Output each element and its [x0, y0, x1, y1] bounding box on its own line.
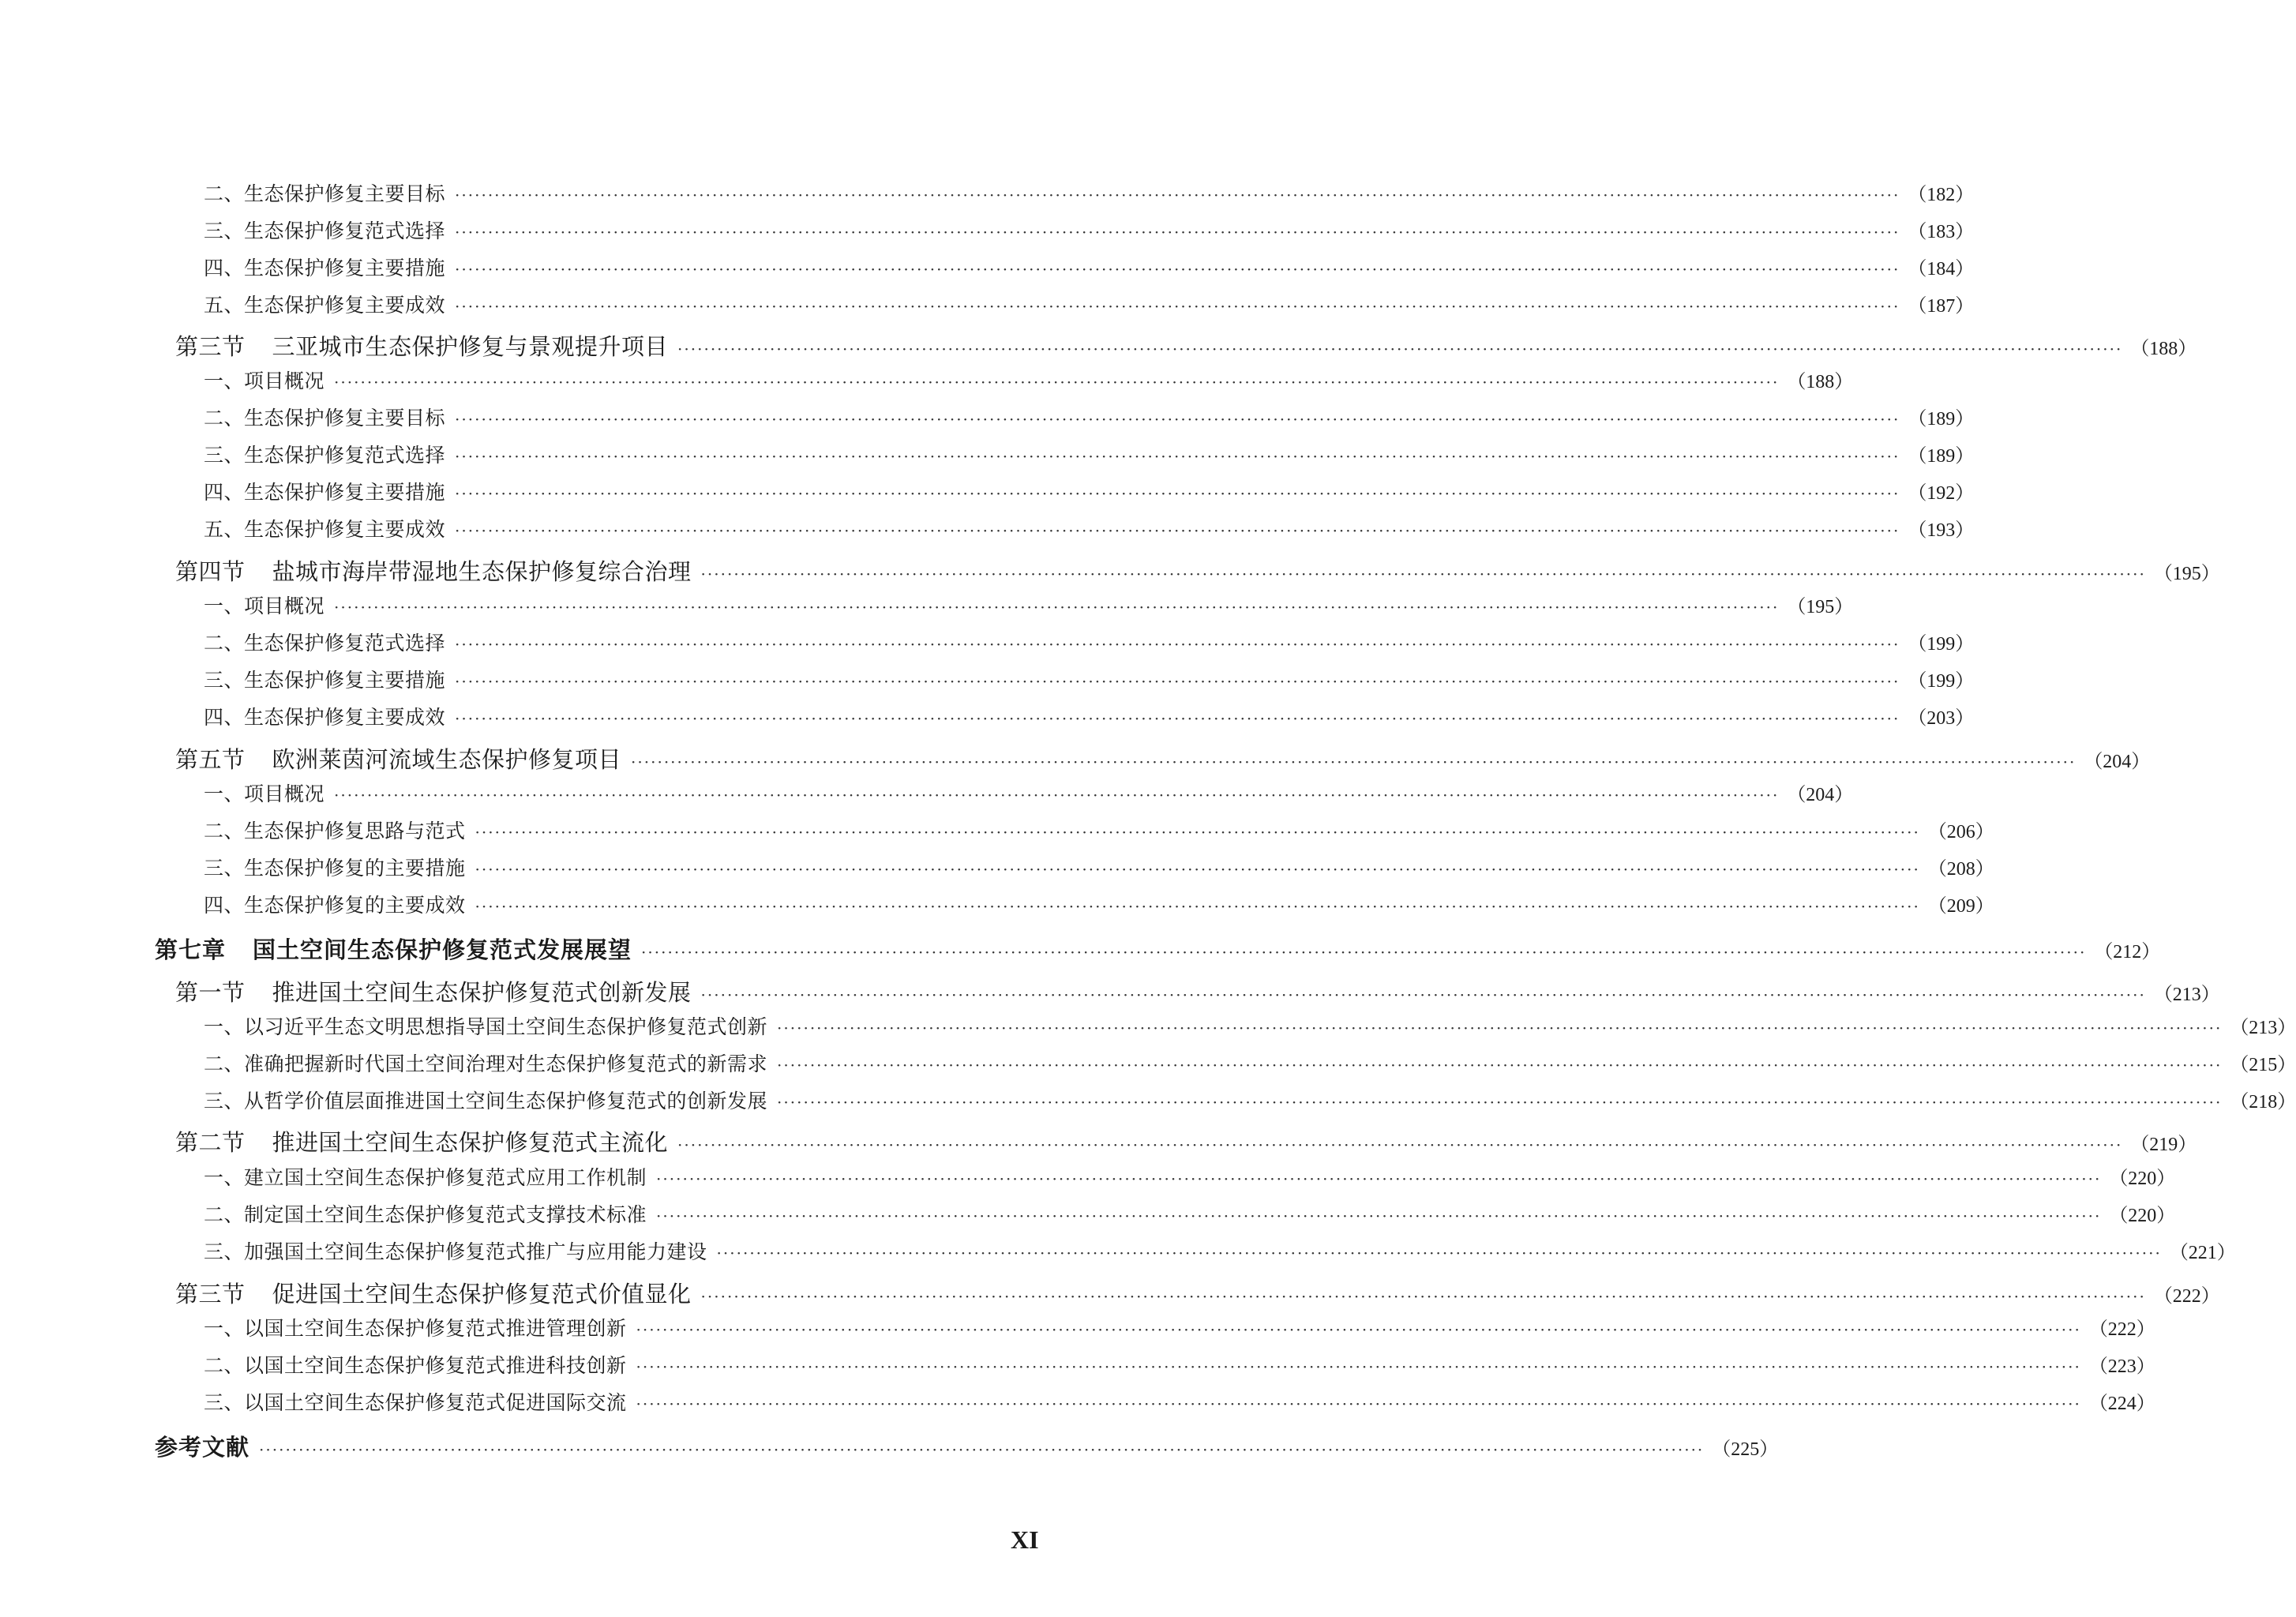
toc-entry-page: （182） [1908, 185, 1975, 205]
toc-entry-item[interactable] [204, 290, 1975, 318]
toc-entry-title: 项目概况 [244, 595, 325, 617]
toc-entry-item[interactable] [204, 1236, 2236, 1265]
toc-entry-page: （195） [2153, 564, 2220, 584]
toc-entry-page: （219） [2130, 1135, 2197, 1155]
toc-entry-page: （204） [2084, 752, 2151, 772]
toc-entry-label [175, 329, 668, 362]
toc-dot-leader: ··························································································································································································································· [777, 1093, 2223, 1112]
toc-entry-title: 推进国土空间生态保护修复范式创新发展 [272, 979, 692, 1006]
toc-entry-page: （183） [1908, 222, 1975, 242]
toc-entry-number: 三、 [204, 1240, 245, 1263]
toc-entry-label [204, 1162, 647, 1191]
toc-entry-label [175, 554, 692, 587]
toc-entry-item[interactable] [204, 178, 1975, 207]
toc-entry-item[interactable] [204, 1086, 2296, 1114]
toc-entry-label [175, 1277, 692, 1309]
toc-entry-page: （213） [2230, 1018, 2296, 1038]
toc-entry-label [175, 1125, 668, 1157]
toc-dot-leader: ··························································································································································································································· [334, 598, 1780, 617]
toc-dot-leader: ··························································································································································································································· [475, 860, 1920, 879]
toc-dot-leader: ··························································································································································································································· [455, 635, 1900, 654]
toc-entry-page: （195） [1787, 597, 1854, 617]
toc-entry-section[interactable] [175, 554, 2220, 587]
toc-entry-title: 生态保护修复主要成效 [244, 706, 446, 729]
toc-dot-leader: ··························································································································································································································· [700, 985, 2146, 1004]
toc-entry-page: （212） [2094, 942, 2161, 962]
toc-entry-item[interactable] [204, 1350, 2155, 1379]
toc-dot-leader: ··························································································································································································································· [455, 186, 1900, 204]
toc-entry-label [204, 1049, 767, 1077]
toc-entry-page: （213） [2153, 985, 2220, 1005]
toc-dot-leader: ··························································································································································································································· [475, 897, 1920, 916]
toc-entry-item[interactable] [204, 591, 1854, 619]
toc-entry-number: 一、 [204, 370, 245, 392]
toc-entry-label [204, 178, 445, 207]
toc-entry-title: 生态保护修复主要目标 [244, 182, 446, 205]
toc-dot-leader: ··························································································································································································································· [777, 1056, 2223, 1075]
toc-entry-label [155, 1430, 249, 1462]
toc-entry-label [204, 1313, 627, 1341]
toc-entry-title: 以国土空间生态保护修复范式促进国际交流 [244, 1391, 627, 1414]
toc-entry-number: 二、 [204, 407, 245, 430]
toc-dot-leader: ··························································································································································································································· [334, 373, 1780, 392]
toc-entry-label [204, 890, 466, 918]
toc-entry-section[interactable] [175, 975, 2220, 1007]
toc-dot-leader: ··························································································································································································································· [455, 447, 1900, 466]
toc-entry-title: 生态保护修复的主要成效 [244, 894, 466, 917]
toc-entry-page: （187） [1908, 296, 1975, 317]
toc-entry-number: 第五节 [175, 746, 246, 773]
toc-dot-leader: ··························································································································································································································· [777, 1019, 2223, 1037]
toc-dot-leader: ··························································································································································································································· [656, 1169, 2102, 1188]
toc-entry-title: 以国土空间生态保护修复范式推进科技创新 [244, 1354, 627, 1377]
toc-entry-label [204, 253, 445, 281]
toc-entry-label [204, 216, 445, 244]
toc-entry-number: 四、 [204, 481, 245, 504]
toc-dot-leader: ··························································································································································································································· [716, 1244, 2162, 1262]
toc-entry-item[interactable] [204, 1313, 2155, 1341]
toc-dot-leader: ··························································································································································································································· [455, 410, 1900, 429]
toc-entry-page: （199） [1908, 634, 1975, 655]
toc-entry-page: （222） [2153, 1286, 2220, 1307]
toc-entry-label [204, 591, 325, 619]
toc-entry-number: 参考文献 [155, 1434, 250, 1461]
toc-entry-label [204, 853, 466, 881]
toc-entry-title: 生态保护修复主要措施 [244, 669, 446, 692]
toc-entry-item[interactable] [204, 253, 1975, 281]
toc-entry-number: 四、 [204, 894, 245, 917]
toc-entry-title: 从哲学价值层面推进国土空间生态保护修复范式的创新发展 [244, 1090, 768, 1112]
toc-entry-page: （189） [1908, 446, 1975, 467]
toc-dot-leader: ··························································································································································································································· [455, 521, 1900, 540]
toc-entry-title: 准确把握新时代国土空间治理对生态保护修复范式的新需求 [244, 1052, 768, 1075]
toc-entry-label [204, 290, 445, 318]
toc-entry-label [204, 1350, 627, 1379]
toc-entry-number: 一、 [204, 782, 245, 805]
toc-entry-number: 第二节 [175, 1129, 246, 1156]
toc-dot-leader: ··························································································································································································································· [259, 1440, 1705, 1459]
toc-entry-label [175, 975, 692, 1007]
toc-entry-number: 第一节 [175, 979, 246, 1006]
toc-entry-item[interactable] [204, 853, 1994, 881]
toc-entry-label [204, 1199, 647, 1228]
toc-entry-item[interactable] [204, 778, 1854, 807]
toc-entry-label [204, 366, 325, 394]
page-number: XI [1011, 1525, 1039, 1554]
toc-entry-number: 三、 [204, 1090, 245, 1112]
toc-dot-leader: ··························································································································································································································· [641, 943, 2087, 962]
toc-entry-title: 加强国土空间生态保护修复范式推广与应用能力建设 [244, 1240, 707, 1263]
toc-entry-number: 四、 [204, 706, 245, 729]
toc-entry-title: 项目概况 [244, 370, 325, 392]
toc-entry-page: （189） [1908, 409, 1975, 430]
toc-entry-label [204, 1086, 767, 1114]
toc-entry-section[interactable] [175, 1277, 2220, 1309]
toc-entry-title: 生态保护修复主要成效 [244, 518, 446, 541]
toc-entry-page: （192） [1908, 483, 1975, 504]
toc-entry-title: 建立国土空间生态保护修复范式应用工作机制 [244, 1166, 647, 1189]
toc-entry-title: 生态保护修复主要措施 [244, 257, 446, 280]
toc-entry-label [204, 816, 466, 844]
toc-dot-leader: ··························································································································································································································· [455, 672, 1900, 691]
toc-entry-label [204, 665, 445, 693]
toc-dot-leader: ··························································································································································································································· [636, 1320, 2081, 1339]
toc-dot-leader: ··························································································································································································································· [700, 1287, 2146, 1306]
toc-dot-leader: ··························································································································································································································· [455, 260, 1900, 279]
toc-dot-leader: ··························································································································································································································· [636, 1394, 2081, 1413]
toc-entry-title: 生态保护修复范式选择 [244, 219, 446, 242]
toc-entry-label [155, 932, 632, 965]
toc-entry-item[interactable] [204, 665, 1975, 693]
toc-entry-page: （220） [2109, 1169, 2176, 1189]
toc-entry-item[interactable] [204, 1199, 2176, 1228]
toc-entry-number: 二、 [204, 1354, 245, 1377]
toc-entry-number: 二、 [204, 182, 245, 205]
toc-entry-page: （222） [2088, 1319, 2155, 1340]
toc-entry-page: （206） [1927, 822, 1994, 842]
toc-entry-number: 二、 [204, 820, 245, 842]
toc-entry-number: 三、 [204, 669, 245, 692]
toc-entry-page: （199） [1908, 671, 1975, 692]
toc-entry-item[interactable] [204, 366, 1854, 394]
toc-entry-number: 三、 [204, 219, 245, 242]
toc-entry-number: 第三节 [175, 1281, 246, 1307]
toc-entry-title: 国土空间生态保护修复范式发展展望 [253, 936, 632, 963]
toc-entry-number: 二、 [204, 632, 245, 655]
toc-entry-item[interactable] [204, 1049, 2296, 1077]
toc-entry-section[interactable] [175, 742, 2151, 775]
toc-entry-page: （188） [2130, 339, 2197, 359]
toc-entry-page: （223） [2088, 1356, 2155, 1377]
toc-dot-leader: ··························································································································································································································· [677, 340, 2123, 358]
toc-entry-title: 生态保护修复主要措施 [244, 481, 446, 504]
toc-entry-number: 一、 [204, 1317, 245, 1340]
toc-entry-number: 三、 [204, 857, 245, 880]
toc-dot-leader: ··························································································································································································································· [700, 565, 2146, 583]
toc-entry-item[interactable] [204, 477, 1975, 505]
toc-entry-title: 以国土空间生态保护修复范式推进管理创新 [244, 1317, 627, 1340]
toc-dot-leader: ··························································································································································································································· [656, 1206, 2102, 1225]
toc-entry-page: （220） [2109, 1206, 2176, 1226]
toc-entry-title: 三亚城市生态保护修复与景观提升项目 [272, 333, 669, 360]
toc-dot-leader: ··························································································································································································································· [475, 823, 1920, 842]
toc-dot-leader: ··························································································································································································································· [455, 223, 1900, 242]
toc-entry-item[interactable] [204, 514, 1975, 542]
toc-dot-leader: ··························································································································································································································· [631, 752, 2077, 771]
toc-entry-number: 三、 [204, 444, 245, 467]
toc-entry-page: （209） [1927, 896, 1994, 917]
toc-entry-item[interactable] [204, 216, 1975, 244]
toc-entry-title: 生态保护修复范式选择 [244, 444, 446, 467]
toc-entry-title: 以习近平生态文明思想指导国土空间生态保护修复范式创新 [244, 1015, 768, 1038]
toc-entry-label [204, 514, 445, 542]
toc-entry-number: 第七章 [155, 936, 227, 963]
toc-entry-title: 生态保护修复主要目标 [244, 407, 446, 430]
toc-entry-title: 欧洲莱茵河流域生态保护修复项目 [272, 746, 622, 773]
toc-entry-label [204, 1387, 627, 1416]
toc-dot-leader: ··························································································································································································································· [455, 297, 1900, 316]
toc-entry-page: （218） [2230, 1092, 2296, 1112]
toc-entry-number: 二、 [204, 1052, 245, 1075]
toc-entry-page: （204） [1787, 785, 1854, 805]
toc-entry-page: （188） [1787, 372, 1854, 392]
toc-entry-title: 促进国土空间生态保护修复范式价值显化 [272, 1281, 692, 1307]
toc-entry-title: 生态保护修复主要成效 [244, 294, 446, 317]
toc-entry-item[interactable] [204, 816, 1994, 844]
toc-entry-label [204, 403, 445, 431]
toc-entry-label [204, 1236, 707, 1265]
toc-entry-chapter[interactable] [155, 1430, 1779, 1462]
toc-entry-number: 第三节 [175, 333, 246, 360]
toc-entry-section[interactable] [175, 329, 2197, 362]
toc-entry-number: 第四节 [175, 558, 246, 585]
toc-entry-title: 盐城市海岸带湿地生态保护修复综合治理 [272, 558, 692, 585]
toc-entry-item[interactable] [204, 702, 1975, 730]
toc-entry-number: 一、 [204, 595, 245, 617]
toc-entry-item[interactable] [204, 628, 1975, 656]
toc-dot-leader: ··························································································································································································································· [455, 709, 1900, 728]
toc-entry-number: 四、 [204, 257, 245, 280]
toc-dot-leader: ··························································································································································································································· [636, 1357, 2081, 1376]
toc-entry-page: （225） [1712, 1439, 1779, 1460]
toc-entry-page: （221） [2169, 1243, 2236, 1263]
toc-entry-section[interactable] [175, 1125, 2197, 1157]
toc-entry-item[interactable] [204, 1011, 2296, 1040]
toc-entry-number: 五、 [204, 518, 245, 541]
toc-entry-number: 五、 [204, 294, 245, 317]
toc-entry-label [204, 778, 325, 807]
toc-entry-number: 一、 [204, 1015, 245, 1038]
toc-entry-page: （184） [1908, 259, 1975, 280]
toc-entry-title: 生态保护修复思路与范式 [244, 820, 466, 842]
toc-entry-title: 生态保护修复的主要措施 [244, 857, 466, 880]
toc-entry-item[interactable] [204, 890, 1994, 918]
toc-entry-page: （203） [1908, 708, 1975, 729]
toc-entry-title: 制定国土空间生态保护修复范式支撑技术标准 [244, 1203, 647, 1226]
toc-entry-item[interactable] [204, 403, 1975, 431]
toc-entry-title: 推进国土空间生态保护修复范式主流化 [272, 1129, 669, 1156]
toc-dot-leader: ··························································································································································································································· [455, 484, 1900, 503]
toc-entry-label [204, 1011, 767, 1040]
toc-entry-number: 二、 [204, 1203, 245, 1226]
toc-entry-number: 三、 [204, 1391, 245, 1414]
toc-entry-label [204, 440, 445, 468]
toc-dot-leader: ··························································································································································································································· [334, 786, 1780, 805]
toc-entry-label [204, 477, 445, 505]
toc-entry-label [204, 702, 445, 730]
toc-entry-number: 一、 [204, 1166, 245, 1189]
toc-entry-item[interactable] [204, 1162, 2176, 1191]
toc-entry-title: 生态保护修复范式选择 [244, 632, 446, 655]
toc-entry-item[interactable] [204, 440, 1975, 468]
toc-entry-label [175, 742, 621, 775]
toc-entry-title: 项目概况 [244, 782, 325, 805]
toc-entry-item[interactable] [204, 1387, 2155, 1416]
toc-dot-leader: ··························································································································································································································· [677, 1135, 2123, 1154]
toc-entry-page: （208） [1927, 859, 1994, 880]
toc-entry-page: （193） [1908, 520, 1975, 541]
toc-entry-page: （224） [2088, 1394, 2155, 1414]
toc-entry-chapter[interactable] [155, 932, 2161, 965]
toc-entry-label [204, 628, 445, 656]
toc-entry-page: （215） [2230, 1055, 2296, 1075]
